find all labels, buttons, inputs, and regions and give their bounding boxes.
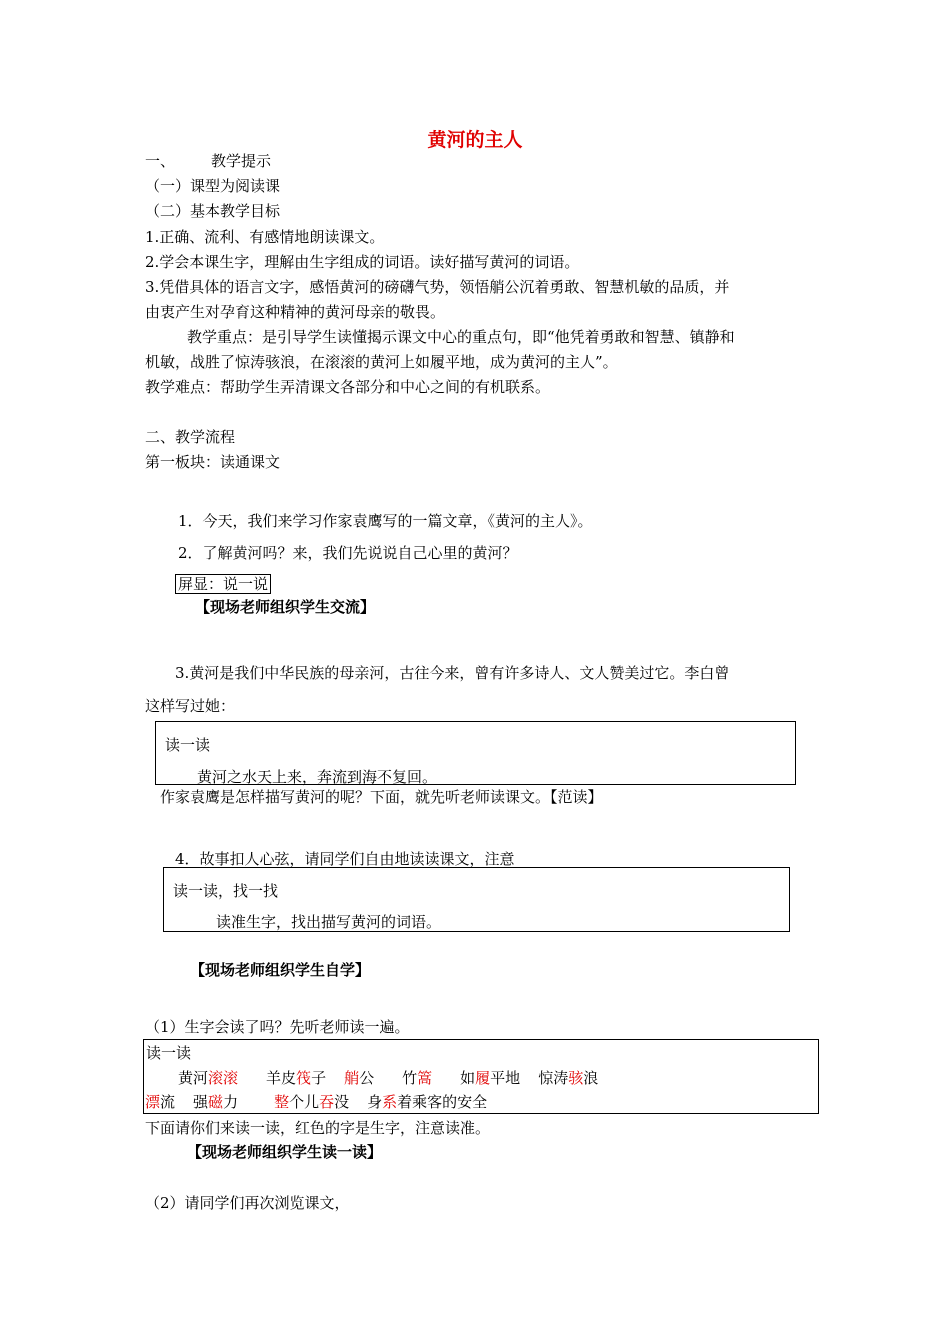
paragraph-2: 2．了解黄河吗？来，我们先说说自己心里的黄河？ [178,544,518,562]
read-box-3-label: 读一读 [146,1044,192,1062]
word-item: 艄公 [344,1069,375,1087]
word-item: 羊皮筏子 [266,1069,327,1087]
word-item: 竹篙 [402,1069,433,1087]
paragraph-3-line1: 3.黄河是我们中华民族的母亲河，古往今来，曾有许多诗人、文人赞美过它。李白曾 [175,664,730,682]
goal-2: 2.学会本课生字，理解由生字组成的词语。读好描写黄河的词语。 [145,253,580,271]
goal-3-line1: 3.凭借具体的语言文字，感悟黄河的磅礴气势，领悟艄公沉着勇敢、智慧机敏的品质，并 [145,278,730,296]
word-row-2 [145,1091,487,1113]
word-item: 整个儿 [274,1093,320,1111]
word-item: 漂流 [145,1093,176,1111]
after-box-3-note: 下面请你们来读一读，红色的字是生字，注意读准。 [145,1119,491,1137]
key-point-line1: 教学重点：是引导学生读懂揭示课文中心的重点句，即“他凭着勇敢和智慧、镇静和 [187,328,735,346]
question-2: （2）请同学们再次浏览课文， [145,1194,350,1212]
word-item: 惊涛骇浪 [538,1069,599,1087]
paragraph-3-line2: 这样写过她： [145,697,236,715]
goal-1: 1.正确、流利、有感情地朗读课文。 [145,228,385,246]
word-item: 如履平地 [460,1069,521,1087]
live-note-2: 【现场老师组织学生自学】 [190,961,371,979]
screen-display-text: 屏显：说一说 [175,574,271,594]
word-item: 黄河滚滚 [178,1069,239,1087]
paragraph-1: 1．今天，我们来学习作家袁鹰写的一篇文章，《黄河的主人》。 [178,512,593,530]
page-title: 黄河的主人 [427,129,523,151]
read-box-1-poem: 黄河之水天上来，奔流到海不复回。 [197,768,438,786]
question-1: （1）生字会读了吗？先听老师读一遍。 [145,1018,410,1036]
read-box-2-text: 读准生字，找出描写黄河的词语。 [216,913,442,931]
live-note-1: 【现场老师组织学生交流】 [195,598,376,616]
paragraph-3-line3: 作家袁鹰是怎样描写黄河的呢？下面，就先听老师读课文。【范读】 [160,788,603,806]
section1-title: 教学提示 [211,152,272,170]
screen-display-label [175,573,271,595]
word-item: 强磁力 [193,1093,239,1111]
word-item: 吞没 [319,1093,350,1111]
lesson-type: （一）课型为阅读课 [145,177,281,195]
paragraph-4: 4．故事扣人心弦，请同学们自由地读读课文，注意 [175,850,515,868]
read-box-2-label: 读一读，找一找 [173,882,279,900]
difficulty: 教学难点：帮助学生弄清课文各部分和中心之间的有机联系。 [145,378,551,396]
block1-heading: 第一板块：读通课文 [145,453,281,471]
word-row-1 [178,1067,598,1089]
goal-3-line2: 由衷产生对孕育这种精神的黄河母亲的敬畏。 [145,303,446,321]
read-box-1-label: 读一读 [165,736,211,754]
goals-heading: （二）基本教学目标 [145,202,281,220]
word-item: 身系着乘客的安全 [367,1093,488,1111]
section2-heading: 二、教学流程 [145,428,236,446]
section1-number: 一、 [145,152,176,170]
key-point-line2: 机敏，战胜了惊涛骇浪，在滚滚的黄河上如履平地，成为黄河的主人”。 [145,353,618,371]
section1-heading [145,150,271,172]
live-note-3: 【现场老师组织学生读一读】 [187,1143,383,1161]
